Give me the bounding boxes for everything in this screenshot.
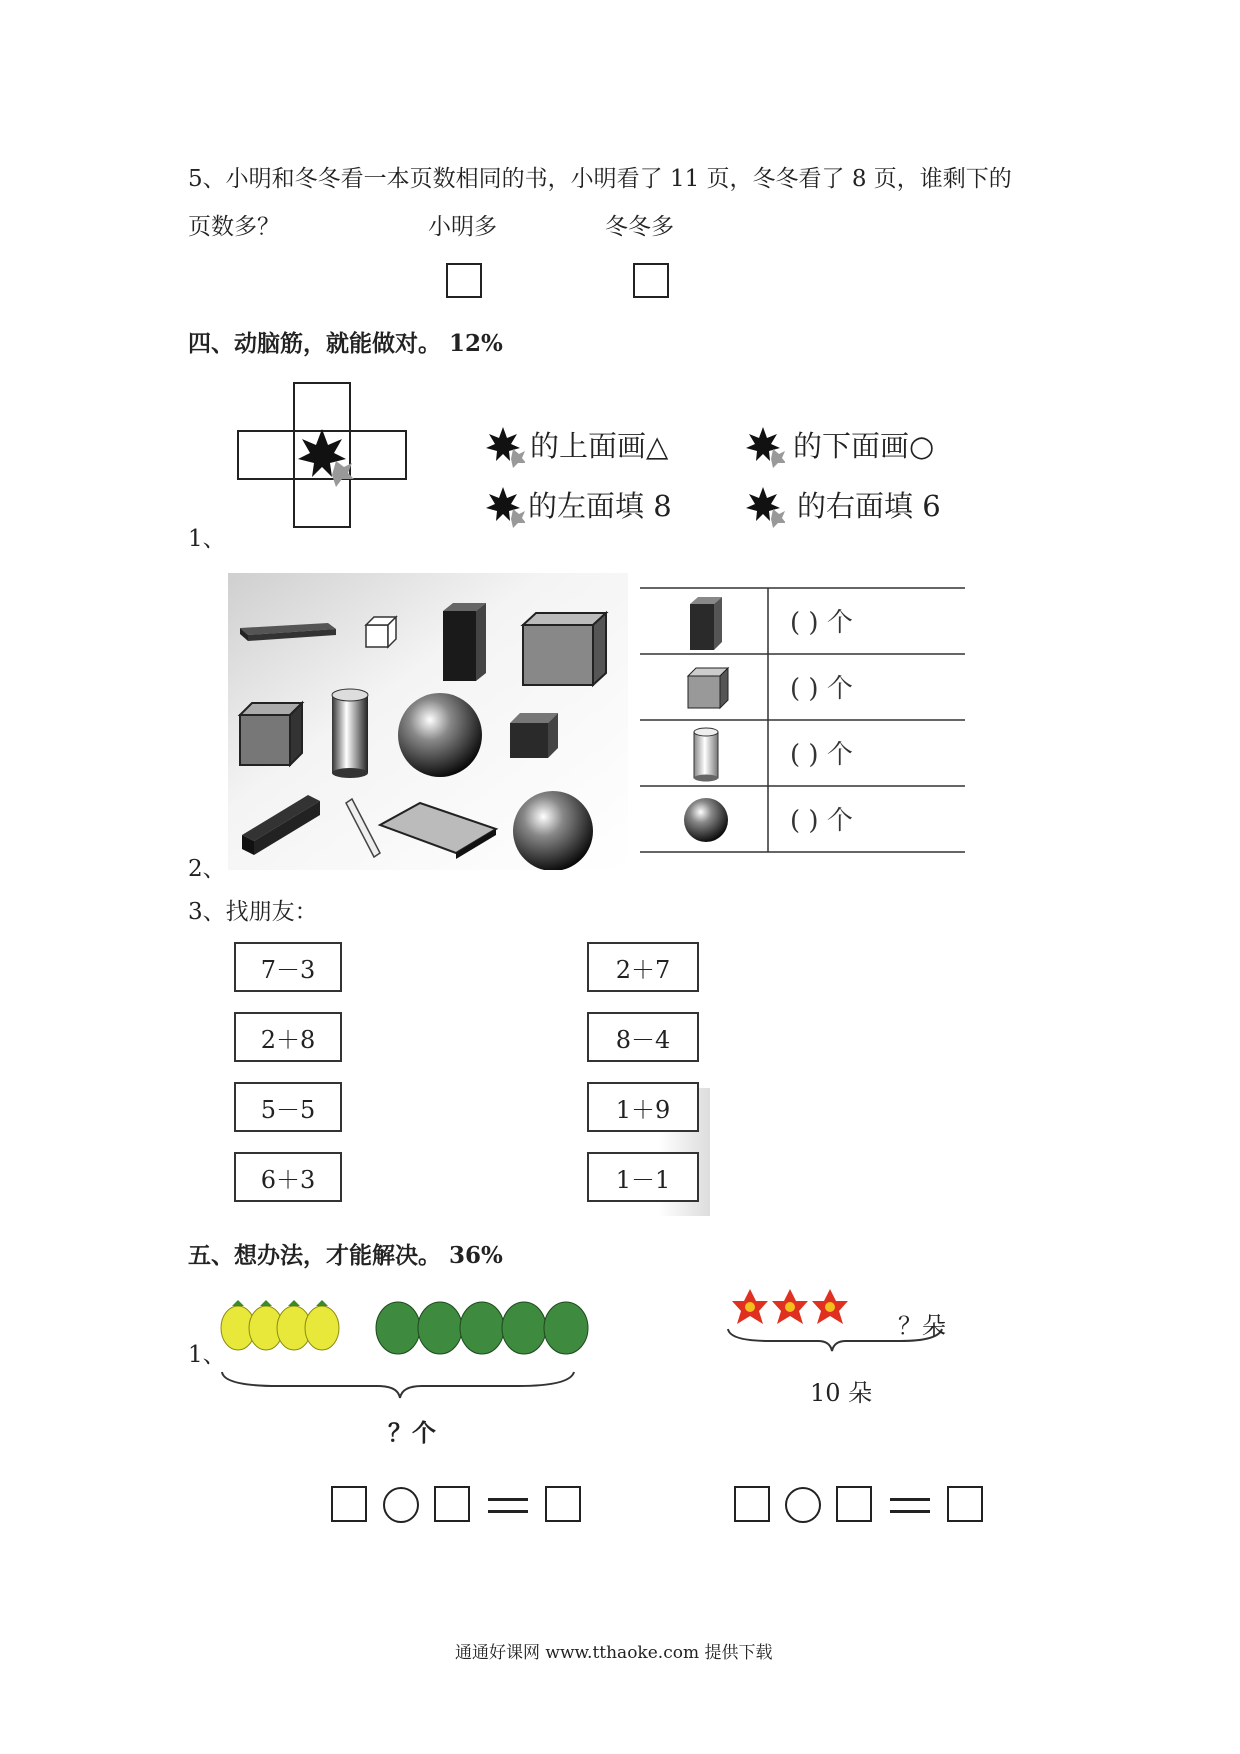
q5-option2-label: 冬冬多 <box>605 214 674 240</box>
count-answer-cube[interactable]: ( ) 个 <box>790 674 853 704</box>
count-answer-tall-cuboid[interactable]: ( ) 个 <box>790 608 853 638</box>
expression-left-3[interactable]: 5－5 <box>234 1082 342 1132</box>
q5-line2: 页数多？ <box>188 214 280 240</box>
maple-leaf-icon <box>485 485 525 529</box>
small-cuboid-shape <box>510 713 558 758</box>
fruit-picture <box>218 1290 598 1400</box>
large-cube-shape <box>523 613 606 685</box>
expression-right-3[interactable]: 1＋9 <box>587 1082 699 1132</box>
cross-grid <box>230 380 415 530</box>
count-answer-cylinder[interactable]: ( ) 个 <box>790 740 853 770</box>
section5-heading: 五、想办法，才能解决。 36% <box>188 1242 503 1269</box>
cylinder-shape <box>332 689 368 778</box>
s4-q2-number: 2、 <box>188 856 226 882</box>
small-cube-shape <box>366 617 396 647</box>
equals-sign <box>890 1488 930 1524</box>
tall-cuboid-shape <box>443 603 486 681</box>
total-brace <box>222 1372 574 1398</box>
equation-result-box[interactable] <box>947 1486 983 1522</box>
green-pepper-group <box>376 1302 588 1354</box>
equation-box[interactable] <box>734 1486 770 1522</box>
expression-left-1[interactable]: 7－3 <box>234 942 342 992</box>
flower-group <box>732 1289 848 1324</box>
s4-q3-title: 3、找朋友： <box>188 899 318 925</box>
expression-right-2[interactable]: 8－4 <box>587 1012 699 1062</box>
count-row-sphere <box>640 786 965 852</box>
expression-right-4[interactable]: 1－1 <box>587 1152 699 1202</box>
q5-option1-checkbox[interactable] <box>446 263 482 298</box>
cube-shape-2 <box>240 703 302 765</box>
left-total-label: ？个 <box>388 1418 436 1447</box>
cross-bottom-cell <box>294 479 350 527</box>
cylinder-icon <box>686 724 726 784</box>
count-row-cylinder <box>640 720 965 786</box>
instruction-above: 的上面画△ <box>530 429 669 463</box>
operator-circle[interactable] <box>383 1487 419 1523</box>
cube-icon <box>680 660 740 716</box>
instruction-left: 的左面填 8 <box>528 489 672 523</box>
maple-leaf-icon <box>745 425 785 469</box>
footer-text: 通通好课网 www.tthaoke.com 提供下载 <box>455 1643 773 1663</box>
q5-option2-checkbox[interactable] <box>633 263 669 298</box>
s5-q1-number: 1、 <box>188 1342 226 1368</box>
equation-result-box[interactable] <box>545 1486 581 1522</box>
equals-sign <box>488 1488 528 1524</box>
count-row-cube <box>640 654 965 720</box>
sphere-shape-2 <box>513 791 593 870</box>
maple-leaf-icon <box>485 425 525 469</box>
pear-group <box>221 1300 339 1350</box>
cross-right-cell <box>350 431 406 479</box>
cross-top-cell <box>294 383 350 431</box>
sphere-shape <box>398 693 482 777</box>
count-row-tall-cuboid <box>640 588 965 654</box>
right-unknown-label: ？朵 <box>898 1312 946 1340</box>
count-answer-sphere[interactable]: ( ) 个 <box>790 806 853 836</box>
expression-right-1[interactable]: 2＋7 <box>587 942 699 992</box>
tall-cuboid-icon <box>680 592 740 654</box>
operator-circle[interactable] <box>785 1487 821 1523</box>
cross-left-cell <box>238 431 294 479</box>
instruction-below: 的下面画○ <box>793 429 935 463</box>
expression-left-4[interactable]: 6＋3 <box>234 1152 342 1202</box>
maple-leaf-icon <box>745 485 785 529</box>
solid-shapes-picture <box>228 573 628 870</box>
section4-heading: 四、动脑筋，就能做对。 12% <box>188 330 503 357</box>
q5-option1-label: 小明多 <box>428 214 497 240</box>
q5-line1: 5、小明和冬冬看一本页数相同的书，小明看了 11 页，冬冬看了 8 页，谁剩下的 <box>188 166 1012 192</box>
right-total-label: 10 朵 <box>810 1379 873 1407</box>
equation-box[interactable] <box>836 1486 872 1522</box>
expression-left-2[interactable]: 2＋8 <box>234 1012 342 1062</box>
instruction-right: 的右面填 6 <box>797 489 941 523</box>
equation-box[interactable] <box>331 1486 367 1522</box>
s4-q1-number: 1、 <box>188 526 226 552</box>
sphere-icon <box>678 794 734 846</box>
equation-box[interactable] <box>434 1486 470 1522</box>
